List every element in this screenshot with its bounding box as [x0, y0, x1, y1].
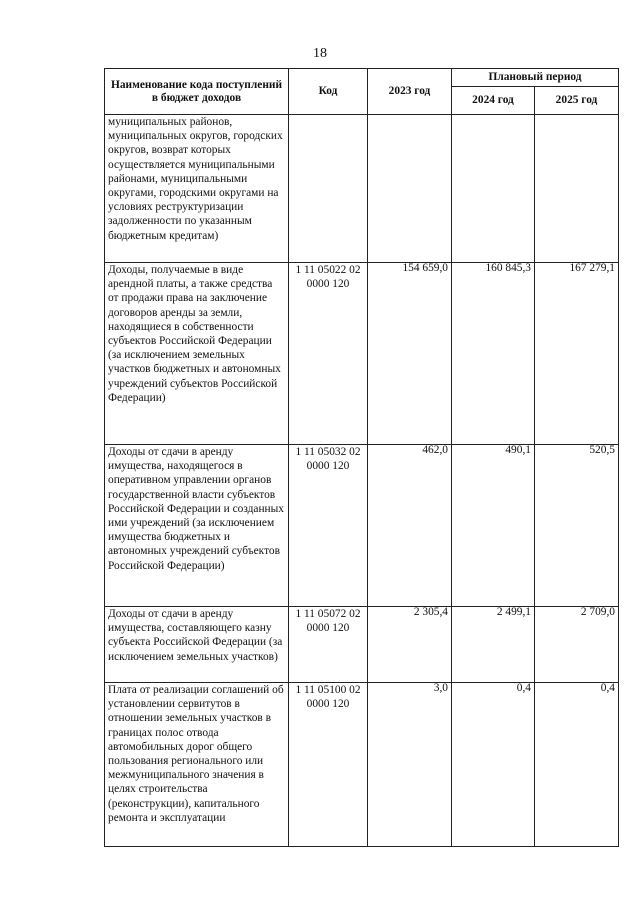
row-2024: 0,4: [452, 683, 535, 847]
header-2024: 2024 год: [452, 87, 535, 115]
header-2023: 2023 год: [368, 69, 452, 115]
row-name: Доходы от сдачи в аренду имущества, находящегося в оперативном управлении органов государственной власти субъектов Российской Федерации и созданных ими учреждений (за исключением имущества бюджетных и автономных учреждений субъектов Российской Федерации): [105, 445, 289, 607]
header-name: Наименование кода поступлений в бюджет доходов: [105, 69, 289, 115]
row-2023: 462,0: [368, 445, 452, 607]
row-name: Доходы от сдачи в аренду имущества, составляющего казну субъекта Российской Федерации (за исключением земельных участков): [105, 607, 289, 683]
row-name: Доходы, получаемые в виде арендной платы, а также средства от продажи права на заключение договоров аренды за земли, находящиеся в собственности субъектов Российской Федерации (за исключением земельных участков бюджетных и автономных учреждений субъектов Российской Федерации): [105, 263, 289, 445]
page-number: 18: [313, 46, 327, 61]
header-plan-period: Плановый период: [452, 69, 619, 87]
row-2023: 2 305,4: [368, 607, 452, 683]
row-code: 1 11 05072 02 0000 120: [289, 607, 368, 683]
table-row: [105, 115, 619, 263]
table-header: [105, 69, 619, 115]
row-2025: [535, 115, 619, 263]
row-name: Плата от реализации соглашений об установлении сервитутов в отношении земельных участков в границах полос отвода автомобильных дорог общего пользования регионального или межмуниципального значения в целях строительства (реконструкции), капитального ремонта и эксплуатации: [105, 683, 289, 847]
header-2025: 2025 год: [535, 87, 619, 115]
table-row: [105, 445, 619, 607]
row-2024: 160 845,3: [452, 263, 535, 445]
row-2024: 2 499,1: [452, 607, 535, 683]
row-2024: [452, 115, 535, 263]
row-2023: 3,0: [368, 683, 452, 847]
header-code: Код: [289, 69, 368, 115]
row-2025: 0,4: [535, 683, 619, 847]
row-name: муниципальных районов, муниципальных округов, городских округов, возврат которых осуществляется муниципальными районами, муниципальными округами, городскими округами на условиях реструктуризации задолженности по указанным бюджетным кредитам): [105, 115, 289, 263]
row-2023: [368, 115, 452, 263]
row-2025: 520,5: [535, 445, 619, 607]
row-2025: 167 279,1: [535, 263, 619, 445]
row-code: 1 11 05100 02 0000 120: [289, 683, 368, 847]
table-row: [105, 607, 619, 683]
row-2025: 2 709,0: [535, 607, 619, 683]
table-row: [105, 683, 619, 847]
table-row: [105, 263, 619, 445]
row-code: 1 11 05032 02 0000 120: [289, 445, 368, 607]
row-code: 1 11 05022 02 0000 120: [289, 263, 368, 445]
revenue-table: [104, 68, 619, 847]
row-2024: 490,1: [452, 445, 535, 607]
row-code: [289, 115, 368, 263]
row-2023: 154 659,0: [368, 263, 452, 445]
